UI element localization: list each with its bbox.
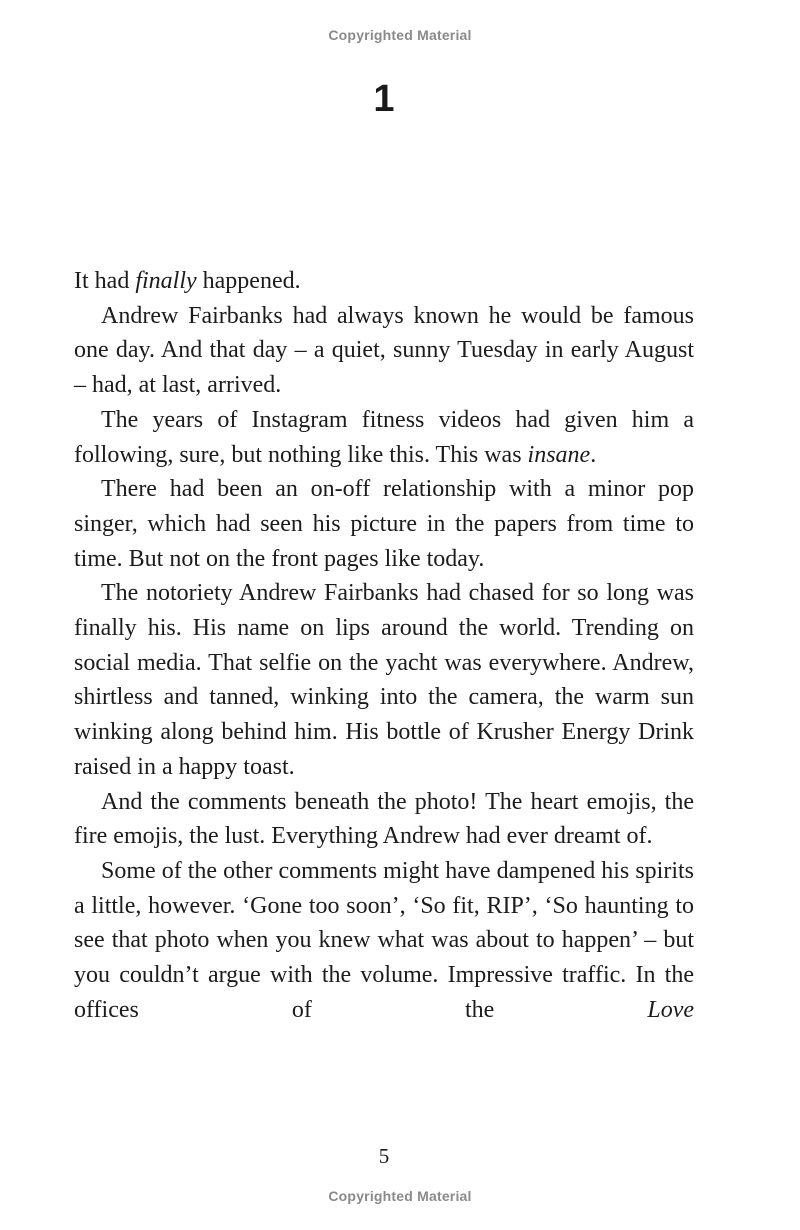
chapter-number: 1 <box>373 78 395 120</box>
paragraph-3-emphasis: insane <box>527 441 591 468</box>
page-number: 5 <box>378 1144 390 1168</box>
paragraph-7-emphasis: Love <box>647 996 694 1023</box>
copyright-watermark-top: Copyrighted Material <box>328 27 472 43</box>
chapter-body <box>74 264 694 1027</box>
paragraph-4: There had been an on-off relationship with a minor pop singer, which had seen his picture in the papers from time to time. But not on the front pages like today. <box>74 476 694 572</box>
paragraph-1 <box>74 264 694 299</box>
paragraph-3 <box>74 403 694 472</box>
paragraph-7-text: Some of the other comments might have dampened his spirits a little, however. ‘Gone too soon’, ‘So fit, RIP’, ‘So haunting to see that photo when you knew what was about to happen’ – but you couldn’t argue with the volume. Impressive traffic. In the offices of the <box>74 857 694 1023</box>
paragraph-3-text-start: The years of Instagram fitness videos had given him a following, sure, but nothing like this. This was <box>74 406 694 468</box>
paragraph-7 <box>74 854 694 1028</box>
paragraph-1-text-start: It had <box>74 268 136 294</box>
paragraph-1-text-end: happened. <box>196 268 301 294</box>
paragraph-1-emphasis: finally <box>135 268 197 294</box>
paragraph-3-text-end: . <box>590 441 597 468</box>
copyright-watermark-bottom: Copyrighted Material <box>328 1188 472 1204</box>
paragraph-5: The notoriety Andrew Fairbanks had chased for so long was finally his. His name on lips around the world. Trending on social media. That selfie on the yacht was everywhere. Andrew, shirtless and tanned, winking into the camera, the warm sun winking along behind him. His bottle of Krusher Energy Drink raised in a happy toast. <box>74 580 694 780</box>
paragraph-6: And the comments beneath the photo! The heart emojis, the fire emojis, the lust. Everything Andrew had ever dreamt of. <box>74 788 694 850</box>
paragraph-2: Andrew Fairbanks had always known he would be famous one day. And that day – a quiet, sunny Tuesday in early August – had, at last, arrived. <box>74 302 694 399</box>
